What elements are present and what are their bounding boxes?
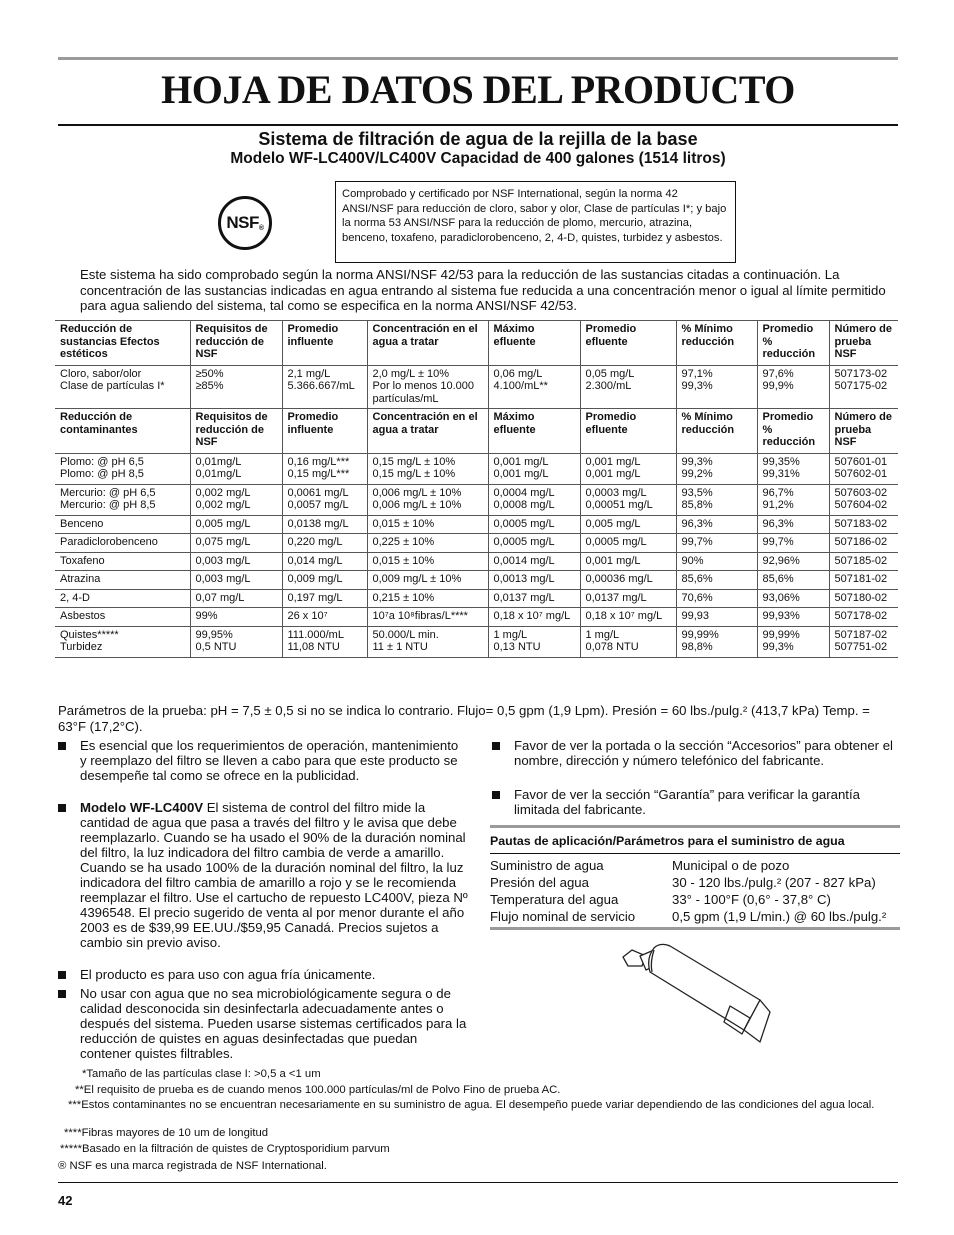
table-cell: Promedio influente — [282, 321, 367, 366]
bullet-square-icon — [492, 742, 500, 750]
table-cell: 2,0 mg/L ± 10% Por lo menos 10.000 partículas/mL — [367, 365, 488, 409]
table-cell: 0,0138 mg/L — [282, 515, 367, 534]
nsf-logo-icon — [218, 196, 272, 250]
table-cell: 507603-02 507604-02 — [829, 484, 898, 515]
table-cell: 93,06% — [757, 589, 829, 608]
page-subtitle: Sistema de filtración de agua de la rejilla de la base — [258, 129, 698, 149]
table-cell: 507173-02 507175-02 — [829, 365, 898, 409]
page-number: 42 — [58, 1193, 73, 1208]
bullet-item — [58, 986, 468, 1061]
table-cell: 507186-02 — [829, 534, 898, 553]
footnote-6: ® NSF es una marca registrada de NSF International. — [58, 1160, 327, 1172]
table-cell: 0,001 mg/L 0,001 mg/L — [580, 453, 676, 484]
table-cell: 0,0005 mg/L — [488, 534, 580, 553]
table-cell: 0,18 x 10⁷ mg/L — [580, 608, 676, 627]
table-cell: 0,16 mg/L*** 0,15 mg/L*** — [282, 453, 367, 484]
table-cell: 99,95% 0,5 NTU — [190, 626, 282, 657]
table-cell: 0,0005 mg/L — [488, 515, 580, 534]
footnote-3: ***Estos contaminantes no se encuentran necesariamente en su suministro de agua. El desempeño puede variar dependiendo de las condiciones del agua local. — [68, 1099, 875, 1111]
table-cell: 0,009 mg/L — [282, 571, 367, 590]
table-cell: 0,014 mg/L — [282, 552, 367, 571]
bullet-square-icon — [492, 791, 500, 799]
table-cell: 92,96% — [757, 552, 829, 571]
table-cell: 0,00036 mg/L — [580, 571, 676, 590]
table-cell: 99,99% 99,3% — [757, 626, 829, 657]
guideline-row: Temperatura del agua 33° - 100°F (0,6° - 37,8° C) — [490, 892, 831, 907]
table-cell: Toxafeno — [55, 552, 190, 571]
table-cell: 99,7% — [676, 534, 757, 553]
table-cell: Máximo efluente — [488, 321, 580, 366]
intro-paragraph: Este sistema ha sido comprobado según la norma ANSI/NSF 42/53 para la reducción de las sustancias citadas a continuación. La concentración de las sustancias indicadas en agua entrando al sistema fue reducida a una concentración menor o igual al límite permitido para agua saliendo del sistema, tal como se especifica en la norma ANSI/NSF 42/53. — [80, 267, 886, 313]
table-cell: Máximo efluente — [488, 409, 580, 454]
table-cell: 85,6% — [757, 571, 829, 590]
bullet-text: El sistema de control del filtro mide la cantidad de agua que pasa a través del filtro y le avisa que debe reemplazarlo. Cuando se ha usado el 90% de la duración nominal del filtro, la luz indicadora del filtro cambia de verde a amarillo. Cuando se ha usado 100% de la duración nominal del filtro, la luz indicadora del filtro cambia de amarillo a rojo y se le recomienda reemplazar el filtro. Use el cartucho de repuesto LC400V, pieza Nº 4396548. El precio sugerido de venta al por menor durante el año 2003 es de $39,99 EE.UU./$59,95 Canadá. Precios sujetos a cambio sin previo aviso. — [80, 800, 468, 950]
guidelines-bottom-rule — [490, 927, 900, 930]
table-row — [55, 515, 898, 534]
table-header-row — [55, 321, 898, 366]
table-cell: Promedio % reducción — [757, 321, 829, 366]
table-row — [55, 365, 898, 409]
table-cell: 0,001 mg/L — [580, 552, 676, 571]
guideline-row: Presión del agua 30 - 120 lbs./pulg.² (207 - 827 kPa) — [490, 875, 876, 890]
table-row — [55, 453, 898, 484]
guidelines-table — [490, 857, 900, 925]
table-cell: 507181-02 — [829, 571, 898, 590]
table-cell: 99% — [190, 608, 282, 627]
table-cell: 99,99% 98,8% — [676, 626, 757, 657]
table-cell: Requisitos de reducción de NSF — [190, 409, 282, 454]
table-row — [55, 626, 898, 657]
footnote-5: *****Basado en la filtración de quistes de Cryptosporidium parvum — [60, 1143, 390, 1155]
table-row — [55, 608, 898, 627]
footnote-4: ****Fibras mayores de 10 um de longitud — [64, 1127, 269, 1139]
table-cell: 0,220 mg/L — [282, 534, 367, 553]
bullet-text: Favor de ver la sección “Garantía” para verificar la garantía limitada del fabricante. — [514, 787, 860, 817]
table-row — [55, 552, 898, 571]
bullet-item — [58, 738, 468, 783]
table-cell: 97,6% 99,9% — [757, 365, 829, 409]
table-cell: 507183-02 — [829, 515, 898, 534]
table-cell: 0,0013 mg/L — [488, 571, 580, 590]
table-cell: 99,35% 99,31% — [757, 453, 829, 484]
table-cell: 0,003 mg/L — [190, 552, 282, 571]
table-cell: Mercurio: @ pH 6,5 Mercurio: @ pH 8,5 — [55, 484, 190, 515]
table-cell: Quistes***** Turbidez — [55, 626, 190, 657]
footnote-1: *Tamaño de las partículas clase I: >0,5 a <1 um — [82, 1068, 321, 1080]
bullet-text: Favor de ver la portada o la sección “Accesorios” para obtener el nombre, dirección y número telefónico del fabricante. — [514, 738, 893, 768]
table-cell: 0,005 mg/L — [580, 515, 676, 534]
nsf-logo-mark: ® — [258, 224, 264, 232]
table-cell: 0,18 x 10⁷ mg/L — [488, 608, 580, 627]
table-cell: Paradiclorobenceno — [55, 534, 190, 553]
cartridge-body — [649, 944, 760, 1030]
table-cell: 0,215 ± 10% — [367, 589, 488, 608]
table-header-row — [55, 409, 898, 454]
table-cell: 10⁷a 10⁸fibras/L**** — [367, 608, 488, 627]
table-cell: 0,05 mg/L 2.300/mL — [580, 365, 676, 409]
bullet-item — [58, 967, 468, 982]
guidelines-title: Pautas de aplicación/Parámetros para el suministro de agua — [490, 834, 845, 848]
table-cell: 97,1% 99,3% — [676, 365, 757, 409]
table-cell: 1 mg/L 0,078 NTU — [580, 626, 676, 657]
table-cell: 99,93 — [676, 608, 757, 627]
table-cell: 0,015 ± 10% — [367, 552, 488, 571]
table-cell: 0,0014 mg/L — [488, 552, 580, 571]
table-cell: Plomo: @ pH 6,5 Plomo: @ pH 8,5 — [55, 453, 190, 484]
table-cell: 507601-01 507602-01 — [829, 453, 898, 484]
table-cell: 0,15 mg/L ± 10% 0,15 mg/L ± 10% — [367, 453, 488, 484]
table-cell: 0,006 mg/L ± 10% 0,006 mg/L ± 10% — [367, 484, 488, 515]
table-cell: 0,009 mg/L ± 10% — [367, 571, 488, 590]
top-rule — [58, 57, 898, 60]
table-cell: 0,002 mg/L 0,002 mg/L — [190, 484, 282, 515]
table-row — [55, 571, 898, 590]
table-cell: Concentración en el agua a tratar — [367, 321, 488, 366]
model-line: Modelo WF-LC400V/LC400V Capacidad de 400 galones (1514 litros) — [230, 150, 726, 167]
table-cell: 111.000/mL 11,08 NTU — [282, 626, 367, 657]
table-cell: 0,0137 mg/L — [580, 589, 676, 608]
table-cell: 0,225 ± 10% — [367, 534, 488, 553]
test-parameters: Parámetros de la prueba: pH = 7,5 ± 0,5 si no se indica lo contrario. Flujo= 0,5 gpm (1,9 Lpm). Presión = 60 lbs./pulg.² (413,7 kPa) Temp. = 63°F (17,2°C). — [58, 703, 870, 734]
table-row — [55, 484, 898, 515]
table-cell: Promedio % reducción — [757, 409, 829, 454]
table-cell: Reducción de sustancias Efectos estéticos — [55, 321, 190, 366]
table-cell: 96,3% — [676, 515, 757, 534]
table-cell: % Mínimo reducción — [676, 321, 757, 366]
table-cell: 0,197 mg/L — [282, 589, 367, 608]
guideline-row: Suministro de agua Municipal o de pozo — [490, 858, 790, 873]
nsf-certification-box: Comprobado y certificado por NSF International, según la norma 42 ANSI/NSF para reducción de cloro, sabor y olor, Clase de partículas I*; y bajo la norma 53 ANSI/NSF para la reducción de plomo, mercurio, atrazina, benceno, toxafeno, paradiclorobenceno, 2, 4-D, quistes, turbidez y asbestos. — [335, 181, 736, 263]
table-cell: 96,7% 91,2% — [757, 484, 829, 515]
bullet-text: Es esencial que los requerimientos de operación, mantenimiento y reemplazo del filtro se lleven a cabo para que este producto se desempeñe tal como se ofrece en la publicidad. — [80, 738, 459, 783]
table-cell: 99,3% 99,2% — [676, 453, 757, 484]
table-cell: 0,075 mg/L — [190, 534, 282, 553]
bullet-item — [58, 800, 468, 950]
table-cell: Reducción de contaminantes — [55, 409, 190, 454]
footnote-2: **El requisito de prueba es de cuando menos 100.000 partículas/ml de Polvo Fino de prueba AC. — [75, 1084, 561, 1096]
table-row — [55, 534, 898, 553]
table-cell: % Mínimo reducción — [676, 409, 757, 454]
table-cell: 99,7% — [757, 534, 829, 553]
page-title: HOJA DE DATOS DEL PRODUCTO — [161, 67, 795, 112]
table-cell: 507185-02 — [829, 552, 898, 571]
table-cell: 2, 4-D — [55, 589, 190, 608]
table-cell: Promedio influente — [282, 409, 367, 454]
table-cell: 0,003 mg/L — [190, 571, 282, 590]
table-cell: 70,6% — [676, 589, 757, 608]
table-cell: 1 mg/L 0,13 NTU — [488, 626, 580, 657]
table-cell: 0,005 mg/L — [190, 515, 282, 534]
table-cell: 99,93% — [757, 608, 829, 627]
guideline-row: Flujo nominal de servicio 0,5 gpm (1,9 L/min.) @ 60 lbs./pulg.² — [490, 909, 887, 924]
table-cell: Asbestos — [55, 608, 190, 627]
table-cell: 507180-02 — [829, 589, 898, 608]
table-cell: 507178-02 — [829, 608, 898, 627]
footer-rule — [58, 1182, 898, 1183]
table-cell: Concentración en el agua a tratar — [367, 409, 488, 454]
reduction-data-table — [55, 320, 898, 658]
table-cell: Benceno — [55, 515, 190, 534]
table-cell: 0,01mg/L 0,01mg/L — [190, 453, 282, 484]
table-cell: 90% — [676, 552, 757, 571]
table-cell: 507187-02 507751-02 — [829, 626, 898, 657]
filter-cartridge-illustration — [620, 942, 780, 1047]
table-cell: 50.000/L min. 11 ± 1 NTU — [367, 626, 488, 657]
table-cell: 0,001 mg/L 0,001 mg/L — [488, 453, 580, 484]
bullet-text: El producto es para uso con agua fría únicamente. — [80, 967, 376, 982]
table-cell: 0,07 mg/L — [190, 589, 282, 608]
table-cell: 0,0061 mg/L 0,0057 mg/L — [282, 484, 367, 515]
bullet-square-icon — [58, 971, 66, 979]
nsf-logo-text: NSF — [226, 213, 259, 232]
table-cell: 0,0004 mg/L 0,0008 mg/L — [488, 484, 580, 515]
table-cell: ≥50% ≥85% — [190, 365, 282, 409]
bullet-square-icon — [58, 742, 66, 750]
table-cell: 0,0137 mg/L — [488, 589, 580, 608]
table-cell: 93,5% 85,8% — [676, 484, 757, 515]
table-cell: Número de prueba NSF — [829, 409, 898, 454]
bullet-square-icon — [58, 990, 66, 998]
guidelines-title-rule — [490, 853, 900, 854]
table-cell: Requisitos de reducción de NSF — [190, 321, 282, 366]
bullet-bold: Modelo WF-LC400V — [80, 800, 204, 815]
table-cell: 0,0003 mg/L 0,00051 mg/L — [580, 484, 676, 515]
table-cell: 0,015 ± 10% — [367, 515, 488, 534]
table-row — [55, 589, 898, 608]
guidelines-top-rule — [490, 825, 900, 828]
table-cell: 85,6% — [676, 571, 757, 590]
bullet-text: No usar con agua que no sea microbiológicamente segura o de calidad desconocida sin desinfectarla adecuadamente antes o después del sistema. Pueden usarse sistemas certificados para la reducción de quistes en aguas desinfectadas que puedan contener quistes filtrables. — [80, 986, 467, 1061]
bullet-item — [492, 787, 900, 817]
table-cell: 0,0005 mg/L — [580, 534, 676, 553]
table-cell: 96,3% — [757, 515, 829, 534]
table-cell: Atrazina — [55, 571, 190, 590]
bullet-square-icon — [58, 804, 66, 812]
bullet-item — [492, 738, 900, 768]
title-rule — [58, 124, 898, 126]
table-cell: 0,06 mg/L 4.100/mL** — [488, 365, 580, 409]
table-cell: Cloro, sabor/olor Clase de partículas I* — [55, 365, 190, 409]
table-cell: 26 x 10⁷ — [282, 608, 367, 627]
table-cell: Promedio efluente — [580, 409, 676, 454]
table-cell: Número de prueba NSF — [829, 321, 898, 366]
table-cell: 2,1 mg/L 5.366.667/mL — [282, 365, 367, 409]
table-cell: Promedio efluente — [580, 321, 676, 366]
